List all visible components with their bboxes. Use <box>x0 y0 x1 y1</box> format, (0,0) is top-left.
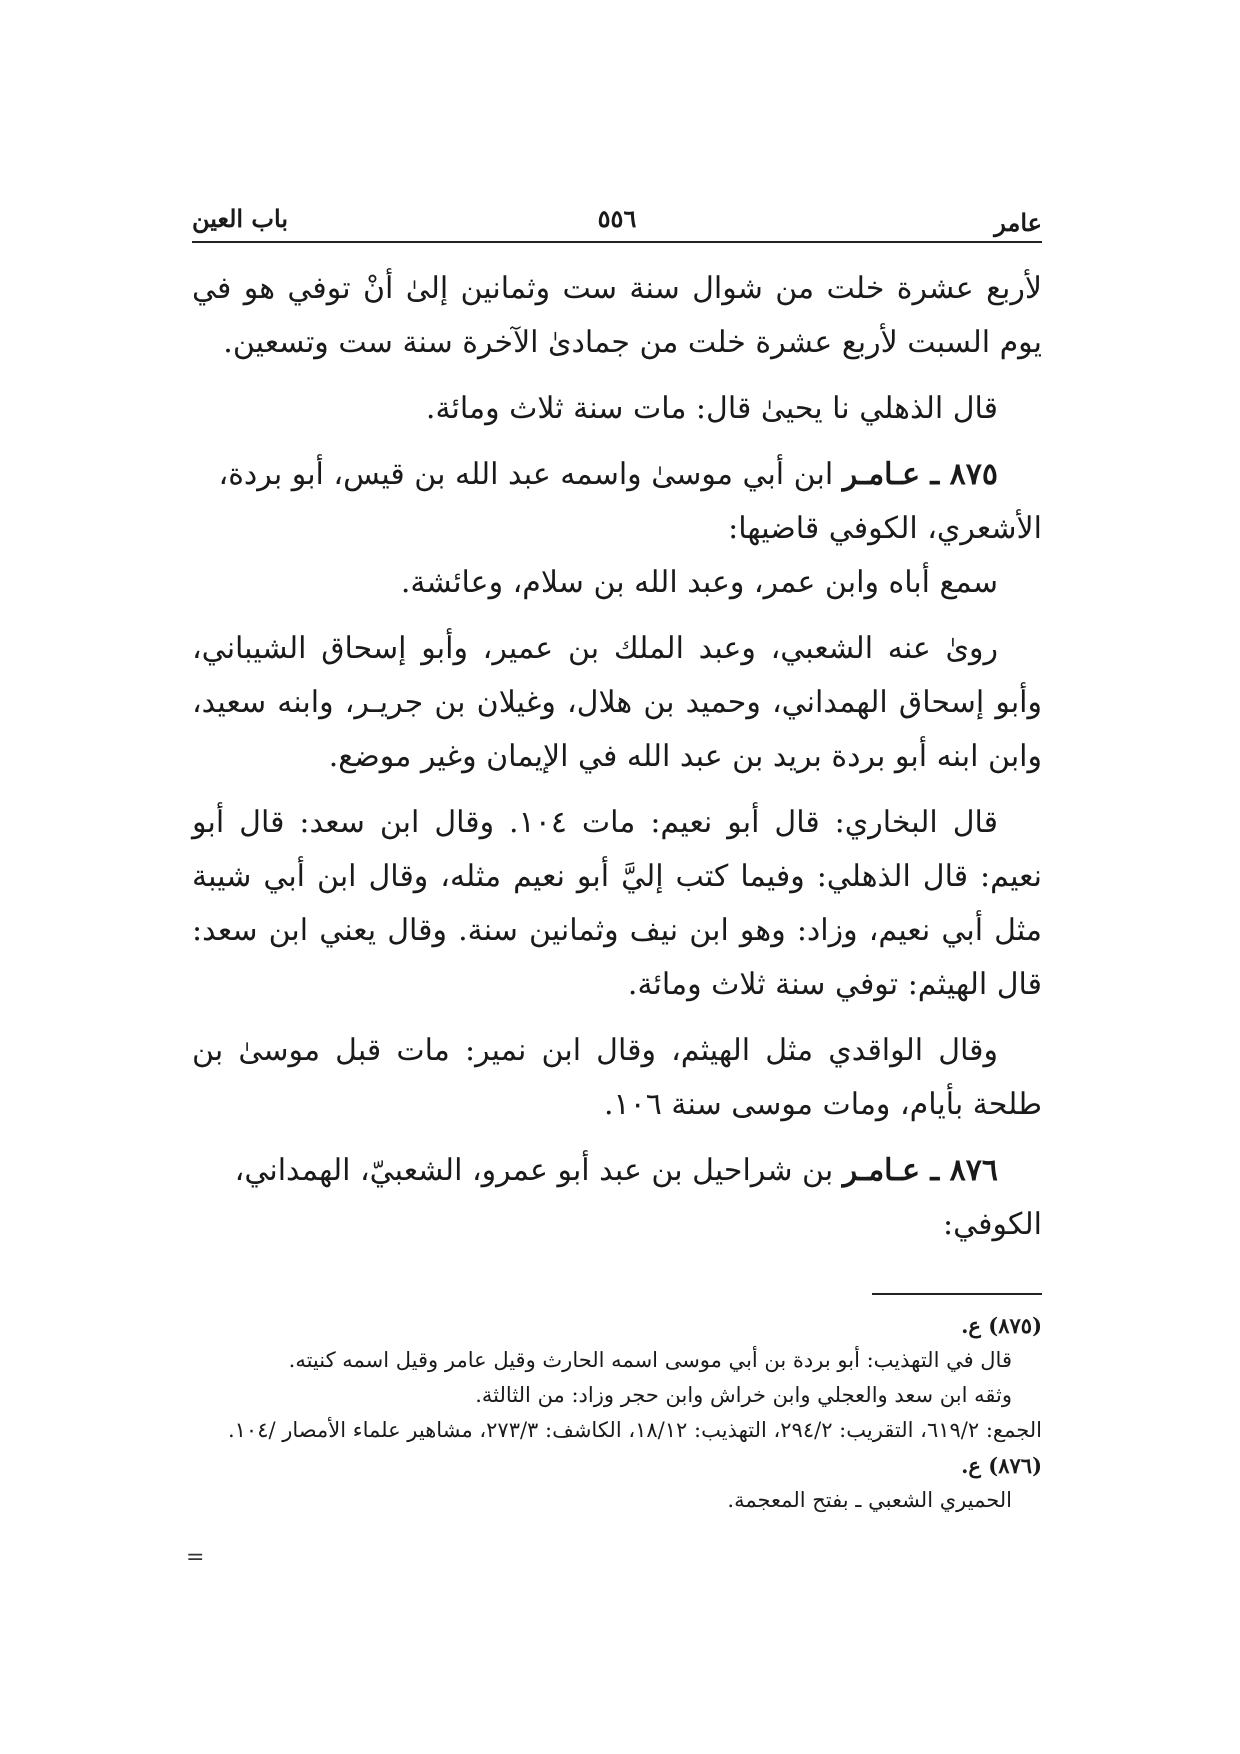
margin-mark: = <box>186 1545 205 1570</box>
paragraph-continuation: لأربع عشرة خلت من شوال سنة ست وثمانين إلىٰ أنْ توفي هو في يوم السبت لأربع عشرة خلت من جمادىٰ الآخرة سنة ست وتسعين. <box>192 271 1042 360</box>
footnote-876-label: (٨٧٦) ع. <box>961 1453 1042 1478</box>
header-chapter-title: باب العين <box>192 204 289 233</box>
entry-876-heading <box>192 1144 1042 1198</box>
footnote-875-line: قال في التهذيب: أبو بردة بن أبي موسى اسمه الحارث وقيل عامر وقيل اسمه كنيته. <box>288 1348 1012 1372</box>
paragraph-waqidi: وقال الواقدي مثل الهيثم، وقال ابن نمير: مات قبل موسىٰ بن طلحة بأيام، ومات موسى سنة ١٠٦. <box>192 1033 1042 1122</box>
paragraph-dhuhli: قال الذهلي نا يحيىٰ قال: مات سنة ثلاث ومائة. <box>425 391 998 426</box>
header-section-name: عامر <box>994 208 1042 237</box>
main-text <box>192 262 1042 1264</box>
footnote-divider <box>872 1293 1042 1295</box>
paragraph-bukhari: قال البخاري: قال أبو نعيم: مات ١٠٤. وقال ابن سعد: قال أبو نعيم: قال الذهلي: وفيما كتب إليَّ أبو نعيم مثله، وقال ابن أبي شيبة مثل أبي نعيم، وزاد: وهو ابن نيف وثمانين سنة. وقال يعني ابن سعد: قال الهيثم: توفي سنة ثلاث ومائة. <box>192 805 1042 1002</box>
footnotes <box>192 1308 1042 1518</box>
footnote-876-line: الحميري الشعبي ـ بفتح المعجمة. <box>727 1488 1012 1512</box>
paragraph-narrated-by: روىٰ عنه الشعبي، وعبد الملك بن عمير، وأبو إسحاق الشيباني، وأبو إسحاق الهمداني، وحميد بن هلال، وغيلان بن جريـر، وابنه سعيد، وابن ابنه أبو بردة بريد بن عبد الله في الإيمان وغير موضع. <box>192 631 1042 774</box>
footnote-875-line: وثقه ابن سعد والعجلي وابن خراش وابن حجر وزاد: من الثالثة. <box>475 1383 1012 1407</box>
page-number: ٥٥٦ <box>597 204 637 233</box>
footnote-875-references: الجمع: ٦١٩/٢، التقريب: ٢٩٤/٢، التهذيب: ١٨/١٢، الكاشف: ٢٧٣/٣، مشاهير علماء الأمصار /١٠٤. <box>227 1418 1042 1442</box>
entry-875-number: ٨٧٥ ـ عـامـر <box>842 457 998 492</box>
entry-875-nisba: الأشعري، الكوفي قاضيها: <box>728 511 1042 546</box>
entry-875-heading <box>192 448 1042 502</box>
entry-876-number: ٨٧٦ ـ عـامـر <box>842 1153 998 1188</box>
header-divider <box>192 241 1042 243</box>
entry-876-title: بن شراحيل بن عبد أبو عمرو، الشعبيّ، الهمداني، <box>234 1153 843 1188</box>
running-header <box>192 200 1042 240</box>
entry-875-title: ابن أبي موسىٰ واسمه عبد الله بن قيس، أبو بردة، <box>218 457 843 492</box>
paragraph-heard-from: سمع أباه وابن عمر، وعبد الله بن سلام، وعائشة. <box>400 565 998 600</box>
entry-876-nisba: الكوفي: <box>943 1207 1042 1242</box>
footnote-875-label: (٨٧٥) ع. <box>961 1313 1042 1338</box>
